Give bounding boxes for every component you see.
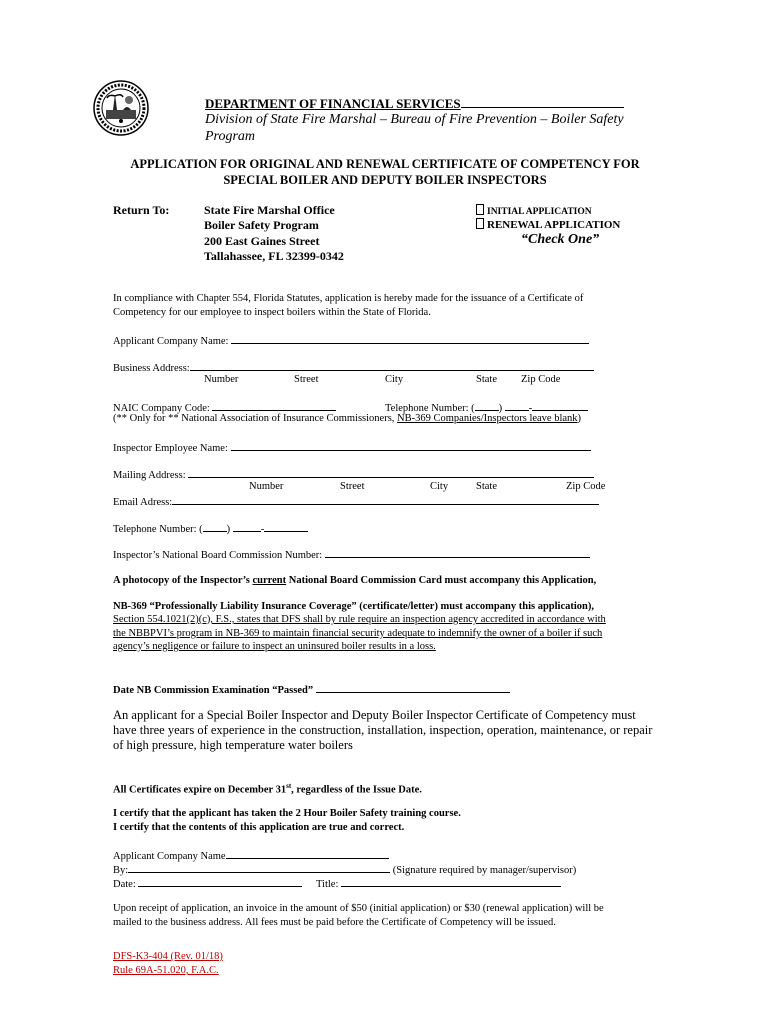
mail-city-label: City xyxy=(430,481,449,492)
addr-street-label: Street xyxy=(294,374,319,385)
experience-line-3: of high pressure, high temperature water boilers xyxy=(113,738,353,752)
experience-line-1: An applicant for a Special Boiler Inspector and Deputy Boiler Inspector Certificate of Competency must xyxy=(113,708,636,722)
form-title-line-1: APPLICATION FOR ORIGINAL AND RENEWAL CERTIFICATE OF COMPETENCY FOR xyxy=(130,157,640,171)
signature-company-field[interactable]: Applicant Company Name xyxy=(113,848,389,862)
inspector-telephone-field[interactable]: Telephone Number: ( ) - xyxy=(113,521,308,535)
statute-line-3: agency’s negligence or failure to inspect an uninsured boiler results in a loss. xyxy=(113,641,436,652)
exam-date-field[interactable]: Date NB Commission Examination “Passed” xyxy=(113,682,510,696)
inspector-name-field[interactable]: Inspector Employee Name: xyxy=(113,440,591,454)
form-title-line-2: SPECIAL BOILER AND DEPUTY BOILER INSPECTORS xyxy=(223,173,547,187)
certify-line-1: I certify that the applicant has taken the 2 Hour Boiler Safety training course. xyxy=(113,808,461,819)
addr-city-label: City xyxy=(385,374,404,385)
addr-zip-label: Zip Code xyxy=(521,374,561,385)
invoice-line-1: Upon receipt of application, an invoice in the amount of $50 (initial application) or $30 (renewal application) will be xyxy=(113,903,604,914)
mail-number-label: Number xyxy=(249,481,284,492)
addr-state-label: State xyxy=(476,374,497,385)
division-line-2: Program xyxy=(205,129,256,144)
naic-code-field[interactable]: NAIC Company Code: xyxy=(113,400,336,414)
nb369-heading: NB-369 “Professionally Liability Insurance Coverage” (certificate/letter) must accompany this application), xyxy=(113,601,594,612)
mail-state-label: State xyxy=(476,481,497,492)
check-one-note: “Check One” xyxy=(521,232,600,247)
nb-commission-number-field[interactable]: Inspector’s National Board Commission Number: xyxy=(113,547,590,561)
rule-reference: Rule 69A-51.020, F.A.C. xyxy=(113,965,219,976)
return-to-line-4: Tallahassee, FL 32399-0342 xyxy=(204,249,344,263)
initial-application-checkbox[interactable]: INITIAL APPLICATION xyxy=(476,204,592,217)
invoice-line-2: mailed to the business address. All fees must be paid before the Certificate of Competency will be issued. xyxy=(113,917,556,928)
mailing-address-field[interactable]: Mailing Address: xyxy=(113,467,594,481)
florida-state-seal-icon xyxy=(93,80,149,136)
department-title: DEPARTMENT OF FINANCIAL SERVICES xyxy=(205,96,624,112)
photocopy-requirement: A photocopy of the Inspector’s current National Board Commission Card must accompany this Application, xyxy=(113,575,597,586)
return-to-label: Return To: xyxy=(113,203,170,217)
email-field[interactable]: Email Adress: xyxy=(113,494,599,508)
form-number: DFS-K3-404 (Rev. 01/18) xyxy=(113,951,223,962)
renewal-application-checkbox[interactable]: RENEWAL APPLICATION xyxy=(476,218,620,231)
business-address-field[interactable]: Business Address: xyxy=(113,360,594,374)
telephone-field[interactable]: Telephone Number: ( ) - xyxy=(385,400,588,414)
compliance-line-1: In compliance with Chapter 554, Florida Statutes, application is hereby made for the issuance of a Certificate of xyxy=(113,293,584,304)
applicant-company-field[interactable]: Applicant Company Name: xyxy=(113,333,589,347)
compliance-line-2: Competency for our employee to inspect boilers within the State of Florida. xyxy=(113,307,431,318)
statute-line-1: Section 554.1021(2)(c), F.S., states that DFS shall by rule require an inspection agency accredited in accordance with xyxy=(113,614,606,625)
signature-title-field[interactable]: Title: xyxy=(316,876,561,890)
addr-number-label: Number xyxy=(204,374,239,385)
return-to-line-3: 200 East Gaines Street xyxy=(204,234,320,248)
signature-by-field[interactable]: By: (Signature required by manager/supervisor) xyxy=(113,862,576,876)
return-to-line-1: State Fire Marshal Office xyxy=(204,203,335,217)
checkbox-icon xyxy=(476,204,484,215)
mail-street-label: Street xyxy=(340,481,365,492)
mail-zip-label: Zip Code xyxy=(566,481,606,492)
return-to-line-2: Boiler Safety Program xyxy=(204,218,319,232)
naic-note: (** Only for ** National Association of Insurance Commissioners, NB-369 Companies/Inspectors leave blank) xyxy=(113,413,582,424)
expiry-note: All Certificates expire on December 31st, regardless of the Issue Date. xyxy=(113,782,422,796)
experience-line-2: have three years of experience in the construction, installation, inspection, operation, maintenance, or repair xyxy=(113,723,653,737)
checkbox-icon xyxy=(476,218,484,229)
statute-line-2: the NBBPVI’s program in NB-369 to maintain financial security adequate to indemnify the owner of a boiler if such xyxy=(113,628,603,639)
certify-line-2: I certify that the contents of this application are true and correct. xyxy=(113,822,405,833)
division-line-1: Division of State Fire Marshal – Bureau of Fire Prevention – Boiler Safety xyxy=(205,112,624,127)
signature-date-field[interactable]: Date: xyxy=(113,876,302,890)
